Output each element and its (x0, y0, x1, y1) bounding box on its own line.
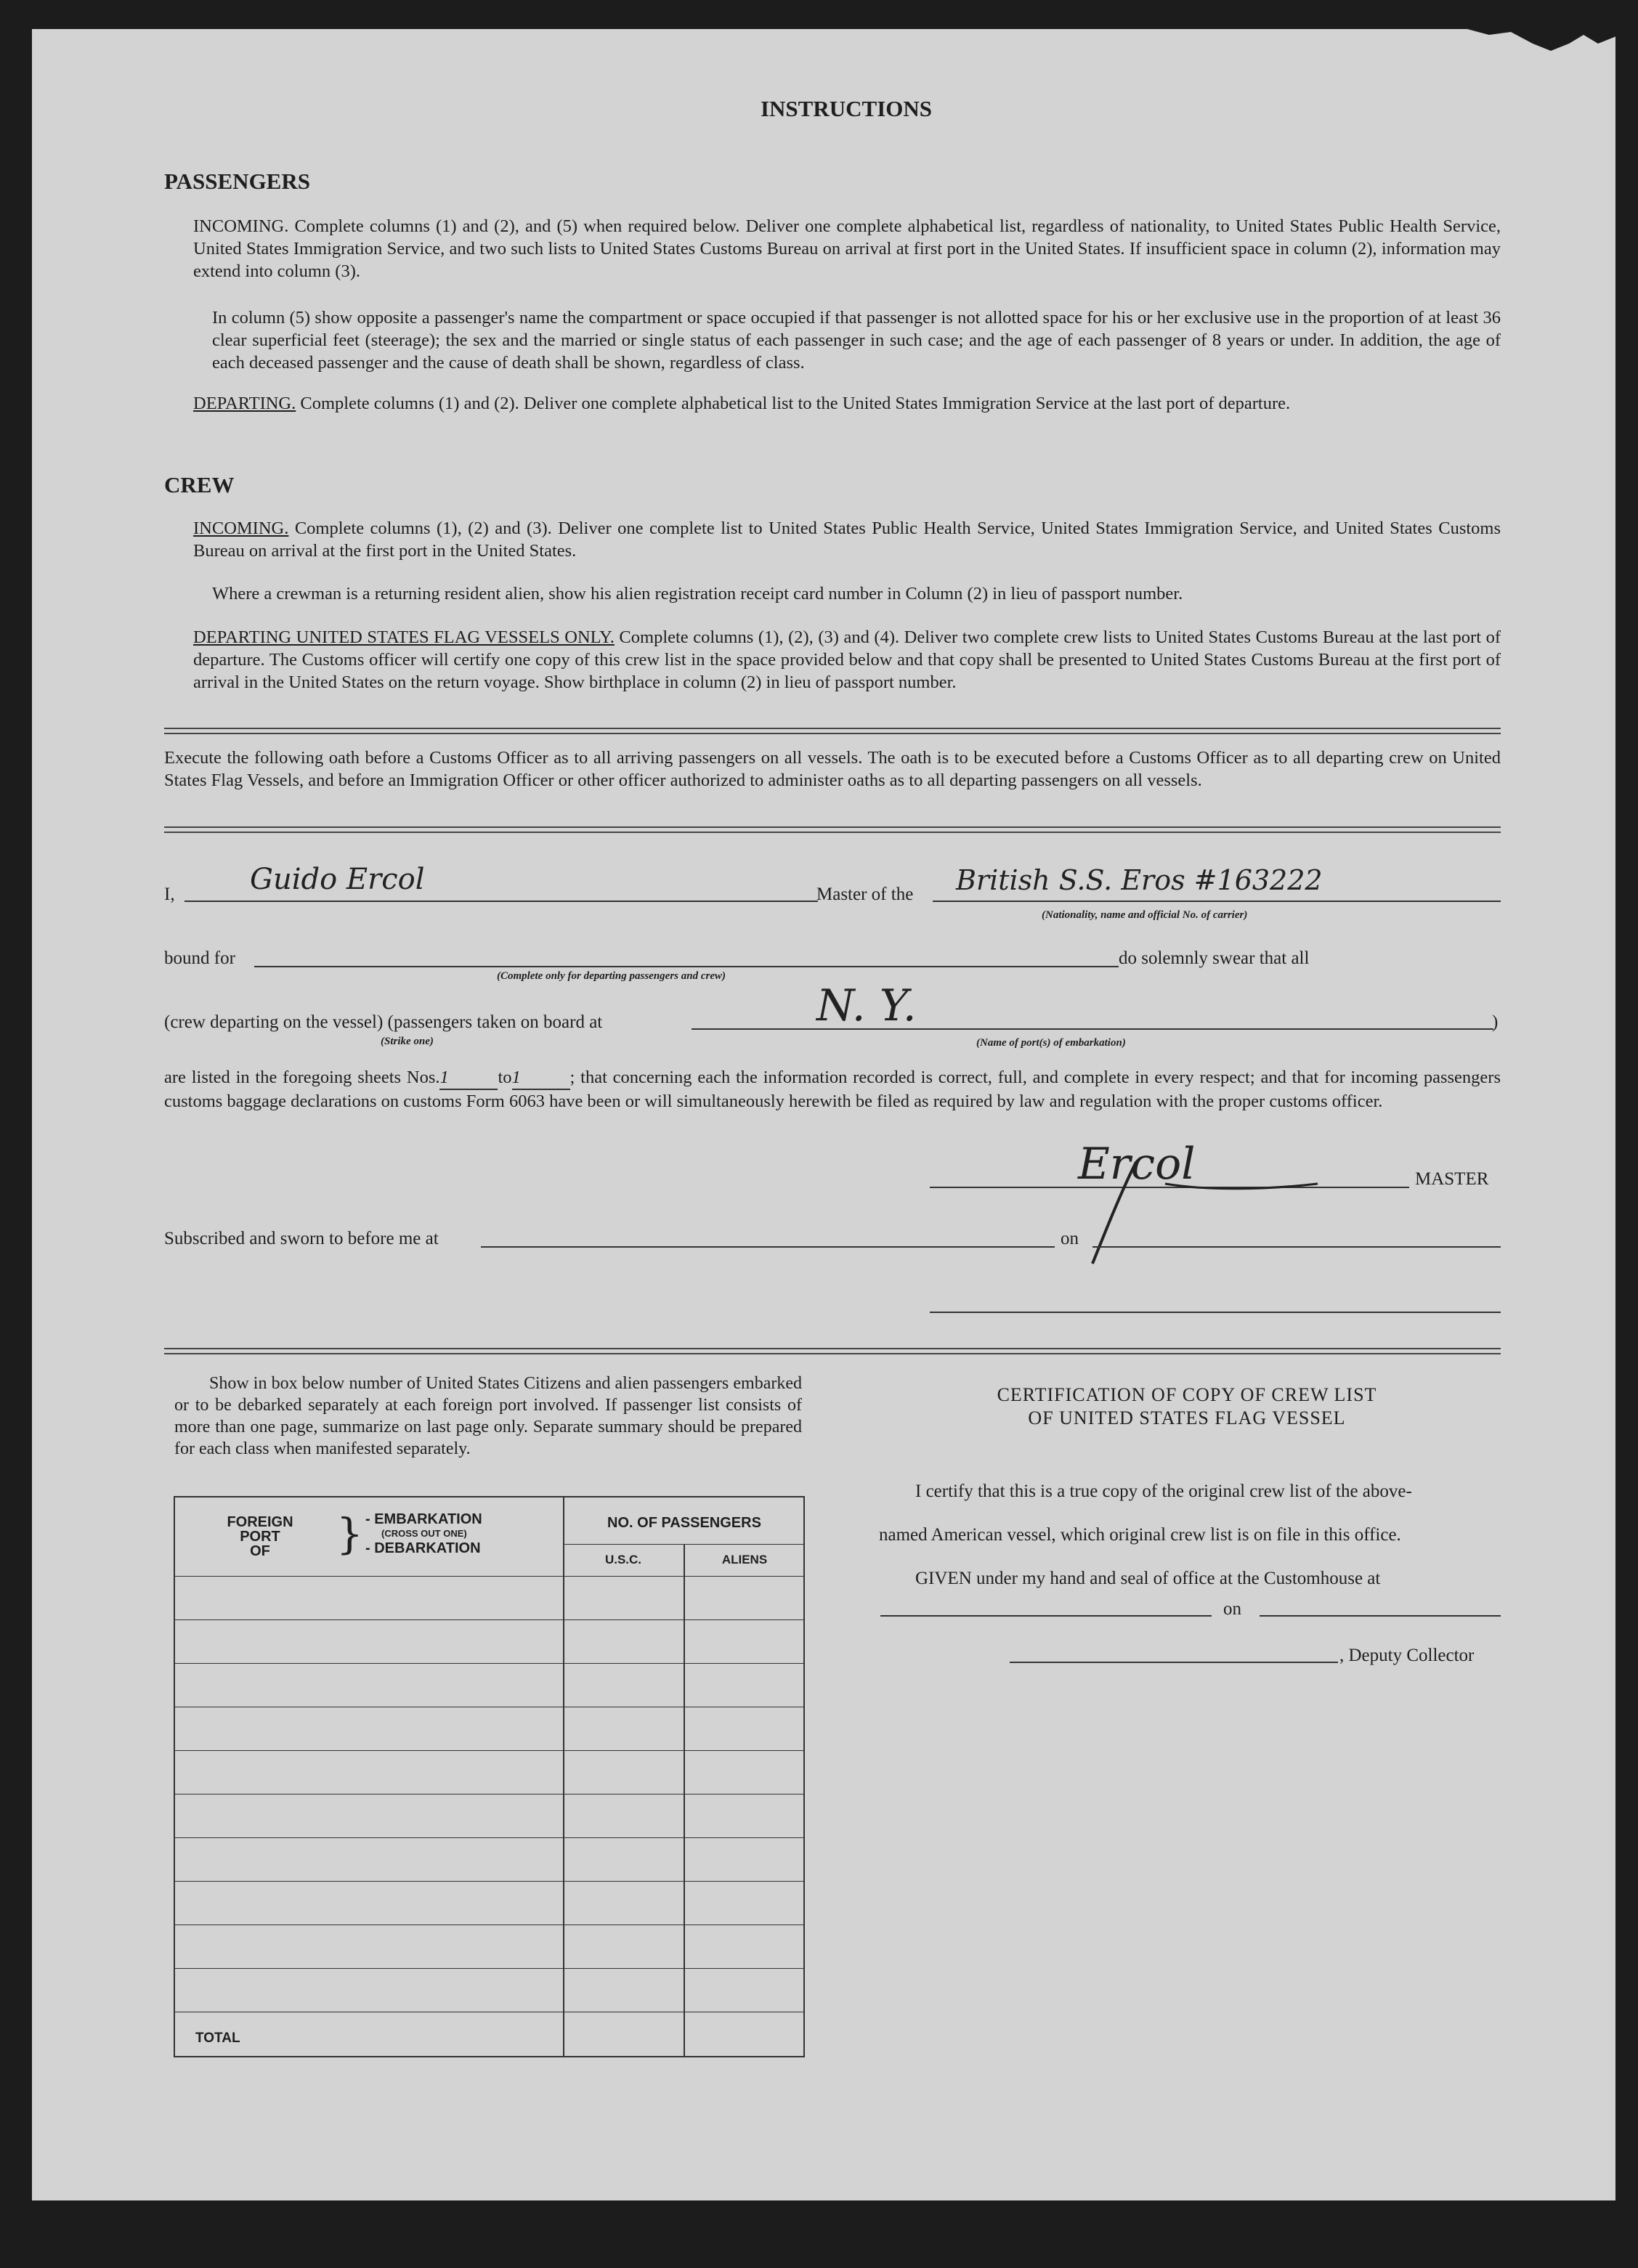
crew-resident-paragraph: Where a crewman is a returning resident alien, show his alien registration receipt card number in Column (2) in lieu of passport number. (212, 584, 1183, 603)
table-row[interactable] (175, 1968, 803, 1969)
bound-for-caption: (Complete only for departing passengers and crew) (497, 970, 726, 982)
bound-for-line[interactable] (254, 966, 1119, 967)
passengers-heading: PASSENGERS (164, 168, 310, 194)
table-row[interactable] (175, 1881, 803, 1882)
carrier-caption: (Nationality, name and official No. of carrier) (1042, 909, 1248, 921)
col-foreign-port (213, 1515, 307, 1558)
master-of-label: Master of the (816, 885, 914, 904)
table-subheader-rule (563, 1544, 803, 1545)
officer-signature-line[interactable] (930, 1312, 1501, 1313)
crew-incoming-paragraph (193, 517, 1501, 562)
passengers-column5-paragraph: In column (5) show opposite a passenger's name the compartment or space occupied if that passenger is not allotted space for his or her exclusive use in the proportion of at least 36 clear superficial feet (steerage); the sex and the married or single status of each passenger in such case; and the age of each passenger of 8 years or under. In addition, the age of each deceased passenger and the cause of death shall be shown, regardless of class. (212, 308, 1501, 373)
table-row[interactable] (175, 1794, 803, 1795)
sheets-paragraph (164, 1066, 1501, 1113)
strike-caption: (Strike one) (381, 1036, 434, 1047)
section-divider (164, 826, 1501, 833)
port-field[interactable]: N. Y. (816, 980, 917, 1031)
master-signature[interactable]: Ercol (1078, 1139, 1196, 1190)
cert-title-line2: OF UNITED STATES FLAG VESSEL (1028, 1407, 1346, 1428)
col-embark-debark (365, 1512, 482, 1556)
crew-incoming-label: INCOMING. (193, 519, 289, 538)
form-page (32, 29, 1615, 2200)
deputy-label: , Deputy Collector (1339, 1646, 1475, 1665)
table-row[interactable] (175, 1619, 803, 1620)
bound-for-label: bound for (164, 948, 235, 968)
crew-incoming-text: Complete columns (1), (2) and (3). Deliver one complete list to United States Public Health Service, United States Immigration Service, and United States Customs Bureau on arrival at the first port in the United States. (193, 519, 1501, 561)
cert-line1: I certify that this is a true copy of the original crew list of the above- (915, 1481, 1412, 1501)
col-aliens: ALIENS (721, 1553, 768, 1566)
crew-heading: CREW (164, 472, 235, 497)
to-label: to (498, 1068, 512, 1087)
brace-icon: } (336, 1509, 363, 1558)
master-name-field[interactable]: Guido Ercol (250, 863, 425, 896)
sheet-from-field[interactable]: 1 (439, 1066, 498, 1090)
col-passengers: NO. OF PASSENGERS (607, 1515, 761, 1531)
subscribed-place-line[interactable] (481, 1246, 1055, 1248)
torn-corner (1424, 22, 1638, 73)
carrier-line (933, 901, 1501, 902)
sheet-to-field[interactable]: 1 (512, 1066, 570, 1090)
close-paren: ) (1492, 1012, 1499, 1032)
col-port: PORT (240, 1529, 280, 1545)
oath-i-label: I, (164, 885, 175, 904)
passengers-incoming-label: INCOMING. (193, 216, 289, 236)
table-header-rule (175, 1576, 803, 1577)
section-divider (164, 1348, 1501, 1354)
page-title: INSTRUCTIONS (760, 96, 932, 121)
sheets-text: ; that concerning each the information recorded is correct, full, and complete in every respect; and that for incoming passengers customs baggage declarations on customs Form 6063 have been or will simultaneously herewith be filed as required by law and regulation with the proper customs officer. (164, 1068, 1501, 1111)
crew-departing-label: DEPARTING UNITED STATES FLAG VESSELS ONLY. (193, 627, 615, 647)
subscribed-on-label: on (1061, 1229, 1079, 1248)
subscribed-label: Subscribed and sworn to before me at (164, 1229, 439, 1248)
summary-instructions: Show in box below number of United States Citizens and alien passengers embarked or to be debarked separately at each foreign port involved. If passenger list consists of more than one page, summarize on last page only. Separate summary should be prepared for each class when manifested separately. (174, 1374, 802, 1458)
table-row[interactable] (175, 1663, 803, 1664)
sheets-label: are listed in the foregoing sheets Nos. (164, 1068, 440, 1087)
passengers-departing-paragraph (193, 392, 1501, 415)
table-divider (684, 1544, 685, 2056)
cert-line3: GIVEN under my hand and seal of office at the Customhouse at (915, 1569, 1381, 1588)
swear-label: do solemnly swear that all (1119, 948, 1310, 968)
carrier-field[interactable]: British S.S. Eros #163222 (956, 864, 1323, 896)
col-foreign: FOREIGN (227, 1514, 293, 1530)
col-embarkation: - EMBARKATION (365, 1511, 482, 1527)
cert-on-label: on (1223, 1599, 1241, 1619)
passenger-summary-table (174, 1496, 805, 2057)
total-label: TOTAL (195, 2031, 240, 2046)
cert-title-line1: CERTIFICATION OF COPY OF CREW LIST (997, 1384, 1377, 1405)
signature-flourish (1078, 1147, 1325, 1271)
table-row[interactable] (175, 1924, 803, 1925)
passengers-departing-text: Complete columns (1) and (2). Deliver one complete alphabetical list to the United States Immigration Service at the last port of departure. (300, 394, 1291, 413)
passengers-incoming-paragraph (193, 215, 1501, 283)
subscribed-date-line[interactable] (1092, 1246, 1501, 1248)
section-divider (164, 728, 1501, 734)
cert-place-line[interactable] (880, 1615, 1212, 1617)
crew-departing-paragraph (193, 626, 1501, 694)
port-line (692, 1028, 1493, 1030)
passengers-incoming-text: Complete columns (1) and (2), and (5) when required below. Deliver one complete alphabetical list, regardless of nationality, to United States Public Health Service, United States Immigration Service, and two such lists to United States Customs Bureau on arrival at first port in the United States. If insufficient space in column (2), information may extend into column (3). (193, 216, 1501, 281)
table-row[interactable] (175, 1837, 803, 1838)
col-crossout: (CROSS OUT ONE) (381, 1528, 467, 1539)
col-usc: U.S.C. (604, 1553, 642, 1566)
deputy-signature-line[interactable] (1010, 1662, 1338, 1663)
master-label: MASTER (1415, 1169, 1489, 1189)
port-caption: (Name of port(s) of embarkation) (976, 1037, 1126, 1049)
crew-departing-text: Complete columns (1), (2), (3) and (4). Deliver two complete crew lists to United States Customs Bureau at the last port of departure. The Customs officer will certify one copy of this crew list in the space provided below and that copy shall be presented to United States Customs Bureau at the first port of arrival in the United States on the return voyage. Show birthplace in column (2) in lieu of passport number. (193, 627, 1501, 692)
col-of: OF (250, 1543, 270, 1559)
table-divider (563, 1497, 564, 2056)
passengers-departing-label: DEPARTING. (193, 394, 296, 413)
table-row[interactable] (175, 1750, 803, 1751)
master-name-line (185, 901, 818, 902)
cert-line2: named American vessel, which original crew list is on file in this office. (879, 1525, 1401, 1545)
cert-date-line[interactable] (1260, 1615, 1501, 1617)
col-debarkation: - DEBARKATION (365, 1540, 481, 1556)
oath-instructions: Execute the following oath before a Customs Officer as to all arriving passengers on all vessels. The oath is to be executed before a Customs Officer as to all departing crew on United States Flag Vessels, and before an Immigration Officer or other officer authorized to administer oaths as to all departing passengers on all vessels. (164, 748, 1501, 790)
crew-passengers-label: (crew departing on the vessel) (passengers taken on board at (164, 1012, 603, 1032)
